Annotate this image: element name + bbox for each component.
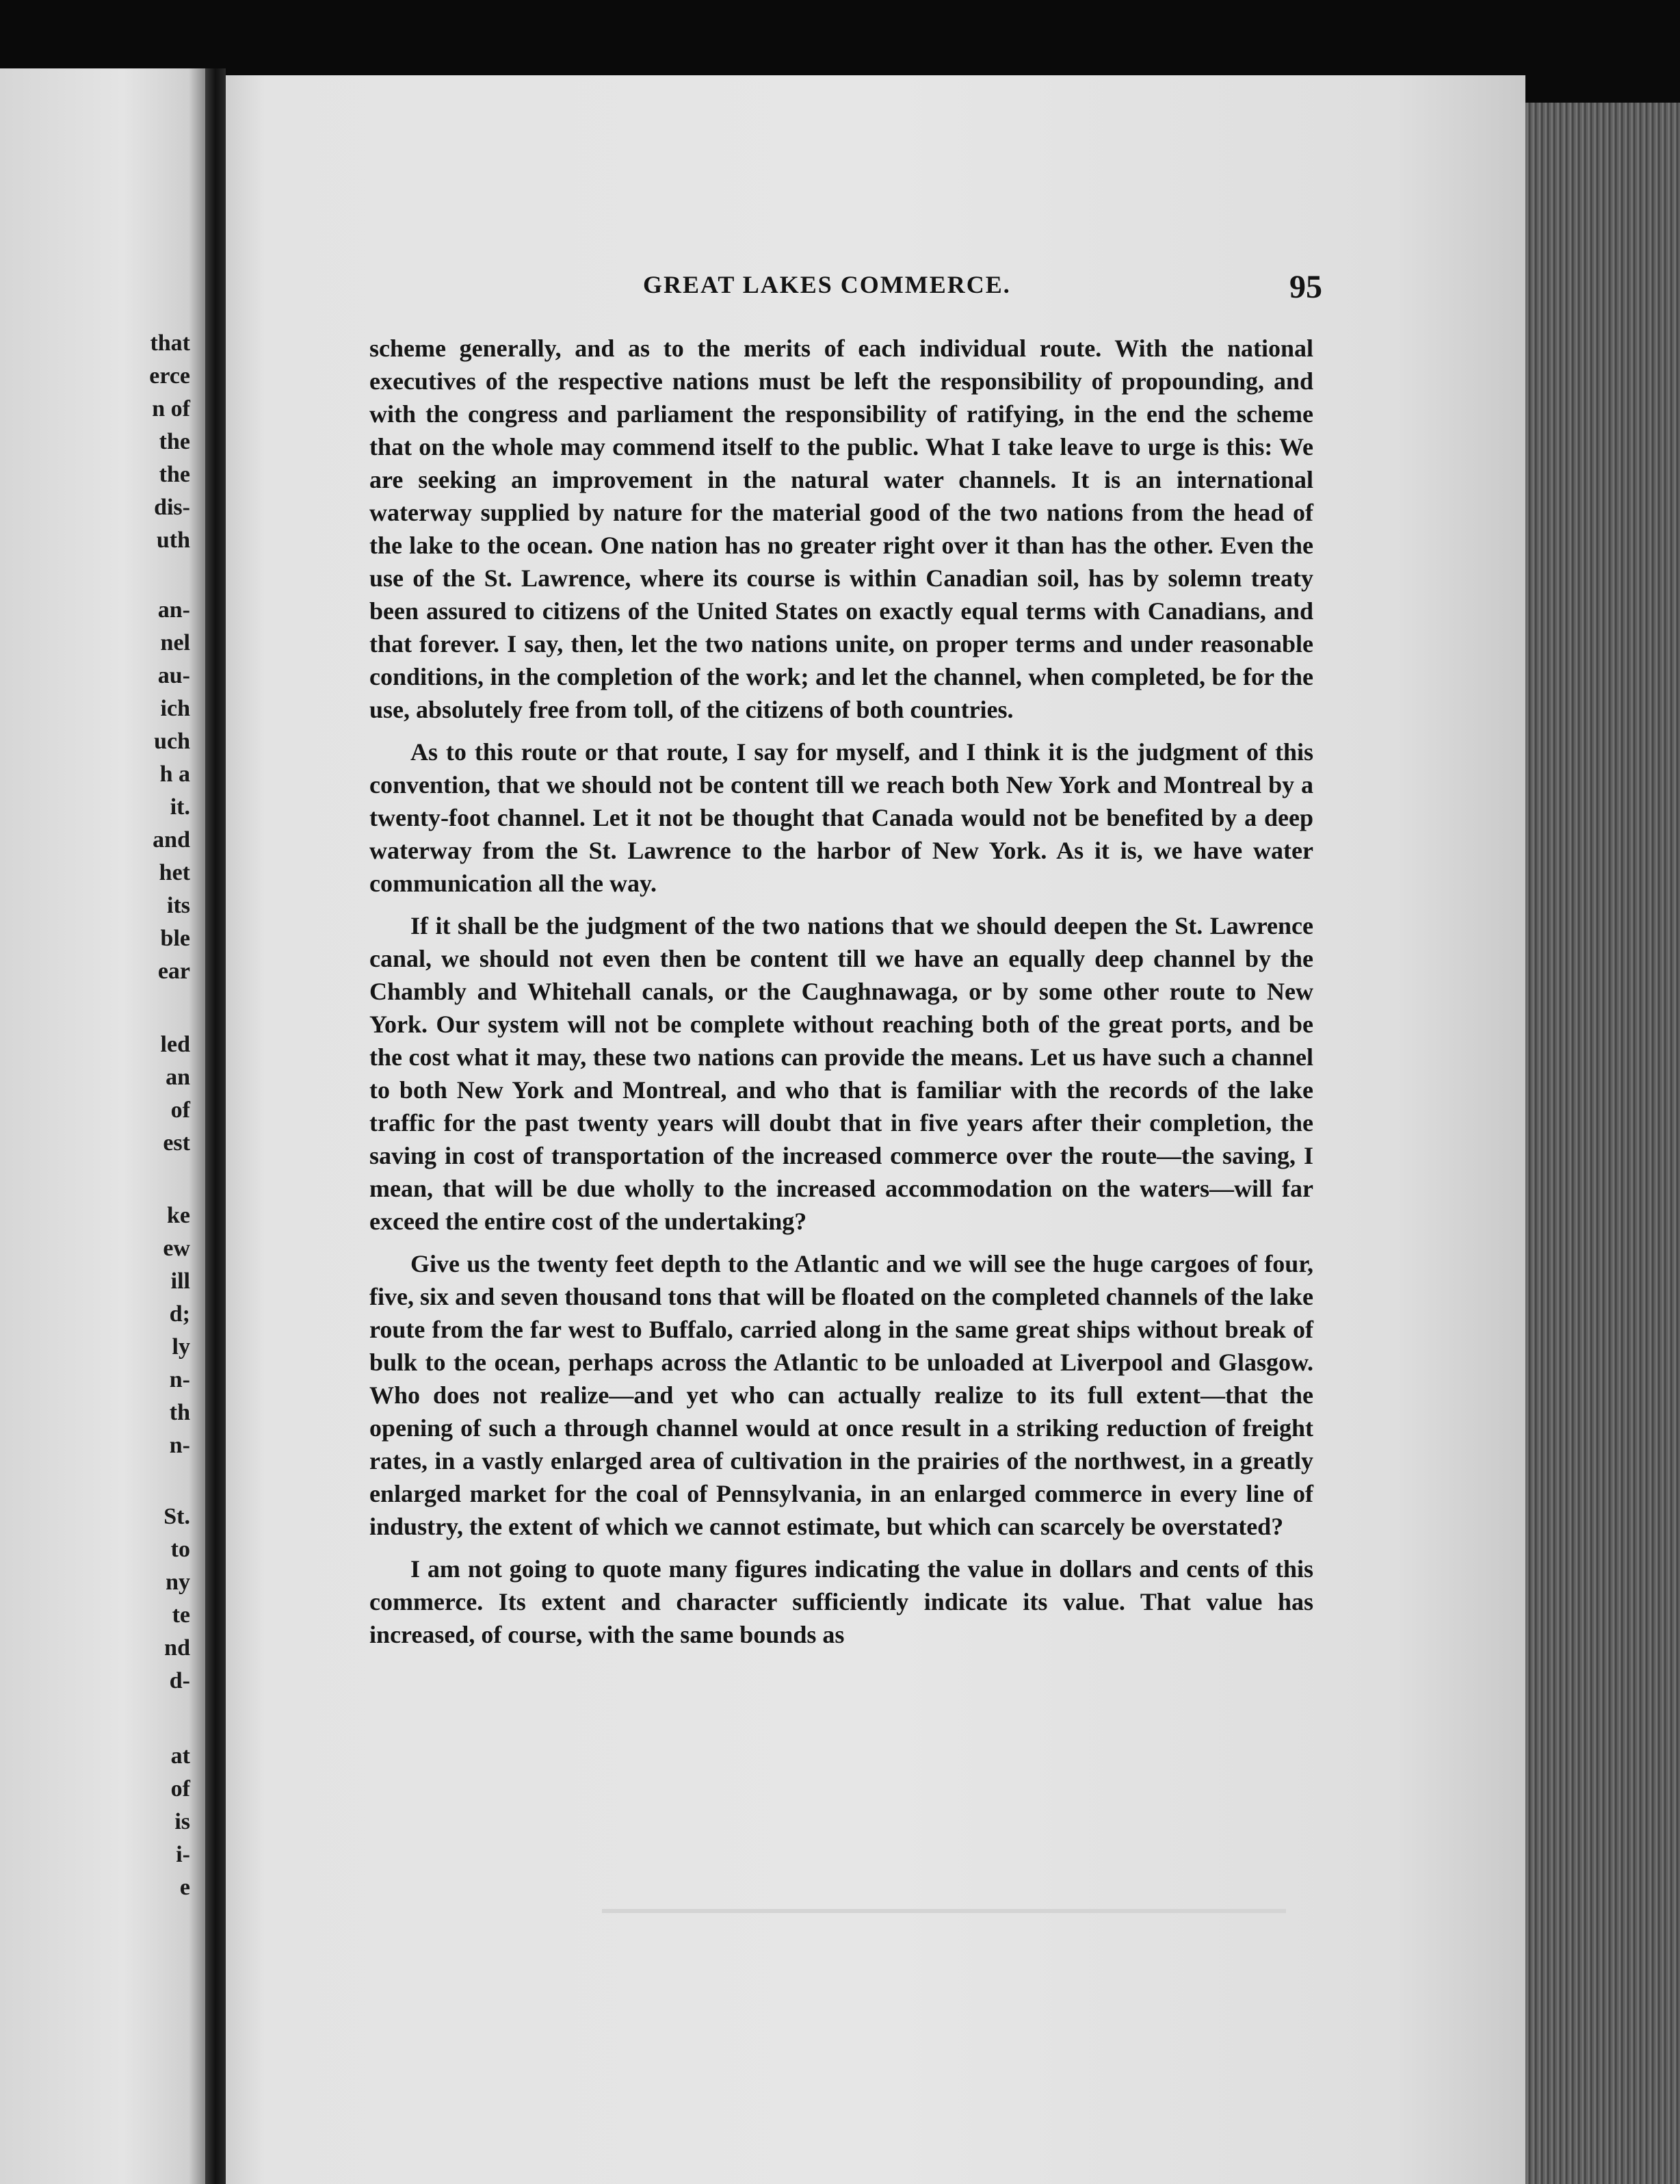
left-page-text-fragment: an- (157, 597, 190, 623)
left-page-text-fragment: is (174, 1809, 190, 1834)
left-page-text-fragment: at (170, 1743, 190, 1769)
paragraph: As to this route or that route, I say for myself, and I think it is the judgment of this convention, that we should not be content till we reach both New York and Montreal by a twenty-foot channel. Let it not be thought that Canada would not be benefited by a deep waterway from the St. Lawrence to the harbor of New York. As it is, we have water communication all the way. (369, 738, 1313, 897)
left-page-text-fragment: to (170, 1537, 190, 1562)
left-page-text-fragment: of (170, 1776, 190, 1802)
left-page-text-fragment: au- (157, 663, 190, 688)
left-page-text-fragment: h a (159, 762, 190, 787)
left-page-text-fragment: the (159, 462, 190, 487)
left-page-text-fragment: het (159, 860, 190, 885)
faint-bleed-through-line (602, 1909, 1286, 1913)
left-page-text-fragment: ew (163, 1236, 190, 1261)
left-page-text-fragment: ear (157, 959, 190, 984)
left-page-text-fragment: i- (176, 1842, 190, 1867)
left-page-text-fragment: that (150, 330, 190, 356)
paragraph: I am not going to quote many figures indicating the value in dollars and cents of this commerce. Its extent and character sufficiently indicate its value. That value has increased, of course, with the same bounds as (369, 1555, 1313, 1648)
left-page-text-fragment: nd (164, 1635, 190, 1661)
left-page-text-fragment: the (159, 429, 190, 454)
left-page-text-fragment: ill (170, 1269, 190, 1294)
left-page-text-fragment: th (169, 1400, 190, 1425)
left-page-text-fragment: uth (156, 528, 190, 553)
paragraph: Give us the twenty feet depth to the Atlantic and we will see the huge cargoes of four, five, six and seven thousand tons that will be floated on the completed channels of the lake route from the far west to Buffalo, carried along in the same great ships without break of bulk to the ocean, perhaps across the Atlantic to be unloaded at Liverpool and Glasgow. Who does not realize—and yet who can actually realize to its full extent—that the opening of such a through channel would at once result in a striking reduction of freight rates, in a vastly enlarged area of cultivation in the prairies of the northwest, in a greatly enlarged market for the coal of Pennsylvania, in an enlarged commerce in every line of industry, the extent of which we cannot estimate, but which can scarcely be overstated? (369, 1250, 1313, 1540)
left-page-text-fragment: uch (154, 729, 190, 754)
page-edges (1525, 103, 1680, 2184)
left-page-text-fragment: ich (160, 696, 190, 721)
book-gutter (205, 68, 226, 2184)
paragraph: scheme generally, and as to the merits of each individual route. With the national executives of the respective nations must be left the responsibility of propounding, and with the congress and parliament the responsibility of ratifying, in the end the scheme that on the whole may commend itself to the public. What I take leave to urge is this: We are seeking an improvement in the natural water channels. It is an international waterway supplied by nature for the material good of the two nations from the head of the lake to the ocean. One nation has no greater right over it than has the other. Even the use of the St. Lawrence, where its course is within Canadian soil, has by solemn treaty been assured to citizens of the United States on exactly equal terms with Canadians, and that forever. I say, then, let the two nations unite, on proper terms and under reasonable conditions, in the completion of the work; and let the channel, when completed, be for the use, absolutely free from toll, of the citizens of both countries. (369, 335, 1313, 723)
left-page-text-fragment: est (163, 1130, 190, 1156)
left-page-text-fragment: and (153, 827, 190, 853)
paragraph: If it shall be the judgment of the two nations that we should deepen the St. Lawrence canal, we should not even then be content till we have an equally deep channel by the Chambly and Whitehall canals, or the Caughnawaga, or by some other route to New York. Our system will not be complete without reaching both of the great ports, and be the cost what it may, these two nations can provide the means. Let us have such a channel to both New York and Montreal, and who that is familiar with the records of the lake traffic for the past twenty years will doubt that in five years after their completion, the saving in cost of transportation of the increased commerce over the route—the saving, I mean, that will be due wholly to the increased accommodation on the waters—will far exceed the entire cost of the undertaking? (369, 912, 1313, 1235)
left-page-text-fragment: it. (170, 794, 190, 820)
left-page-text-fragment: ke (167, 1203, 190, 1228)
left-page-text-fragment: e (179, 1875, 190, 1900)
left-page-text-fragment: d- (169, 1668, 190, 1693)
left-page-text-fragment: ly (172, 1334, 190, 1360)
left-page-text-fragment: n- (169, 1433, 190, 1458)
left-page-text-fragment: ny (166, 1570, 190, 1595)
left-page-text-fragment: of (170, 1097, 190, 1123)
left-page-text-fragment: nel (160, 630, 190, 655)
left-page-text-fragment: led (160, 1032, 190, 1057)
left-page-text-fragment: ble (160, 926, 190, 951)
left-page-text-fragment: erce (149, 363, 190, 389)
left-facing-page (0, 68, 205, 2184)
left-page-text-fragment: St. (163, 1504, 190, 1529)
left-page-text-fragment: d; (169, 1301, 190, 1327)
page-number: 95 (1289, 269, 1322, 305)
body-text (369, 332, 1313, 1661)
left-page-text-fragment: n of (152, 396, 190, 421)
left-page-text-fragment: its (167, 893, 190, 918)
left-page-text-fragment: n- (169, 1367, 190, 1392)
running-header: GREAT LAKES COMMERCE. (643, 271, 1011, 298)
left-page-text-fragment: an (166, 1065, 190, 1090)
left-page-text-fragment: te (172, 1602, 190, 1628)
left-page-text-fragment: dis- (154, 495, 190, 520)
